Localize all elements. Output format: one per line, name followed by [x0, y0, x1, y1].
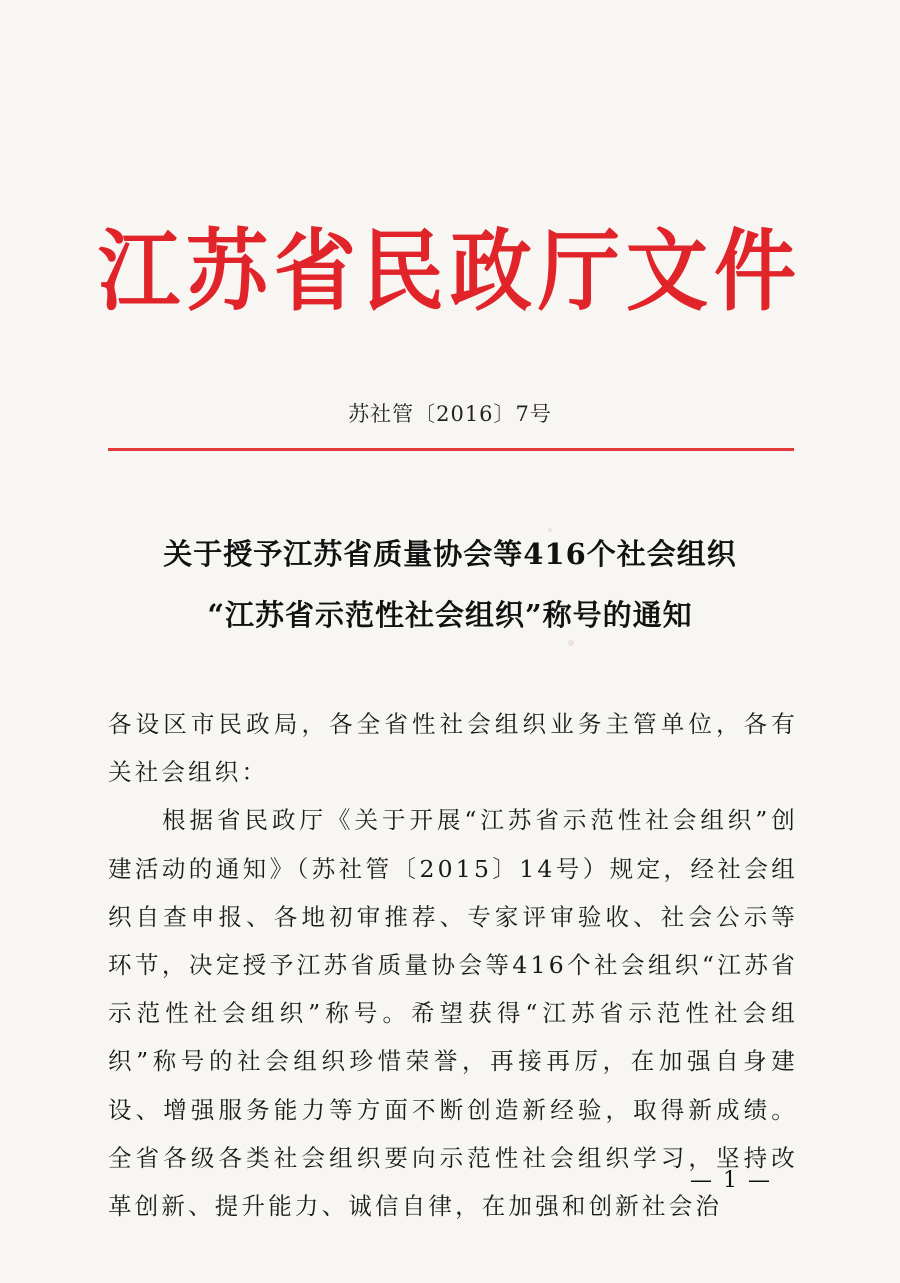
document-body	[108, 700, 798, 1230]
ink-stain	[568, 640, 574, 646]
page-number: — 1 —	[690, 1168, 772, 1193]
salutation: 各设区市民政局，各全省性社会组织业务主管单位，各有关社会组织：	[108, 710, 798, 787]
document-number: 苏社管〔2016〕7号	[348, 402, 552, 426]
document-header-title: 江苏省民政厅文件	[97, 220, 802, 324]
header-divider	[108, 448, 794, 451]
notice-title-line-1: 关于授予江苏省质量协会等416个社会组织	[163, 537, 737, 571]
notice-title-line-2: “江苏省示范性社会组织”称号的通知	[207, 598, 693, 632]
body-paragraph: 根据省民政厅《关于开展“江苏省示范性社会组织”创建活动的通知》（苏社管〔2015〕14号）规定，经社会组织自查申报、各地初审推荐、专家评审验收、社会公示等环节，决定授予江苏省质量协会等416个社会组织“江苏省示范性社会组织”称号。希望获得“江苏省示范性社会组织”称号的社会组织珍惜荣誉，再接再厉，在加强自身建设、增强服务能力等方面不断创造新经验，取得新成绩。全省各级各类社会组织要向示范性社会组织学习，坚持改革创新、提升能力、诚信自律，在加强和创新社会治	[108, 806, 798, 1221]
